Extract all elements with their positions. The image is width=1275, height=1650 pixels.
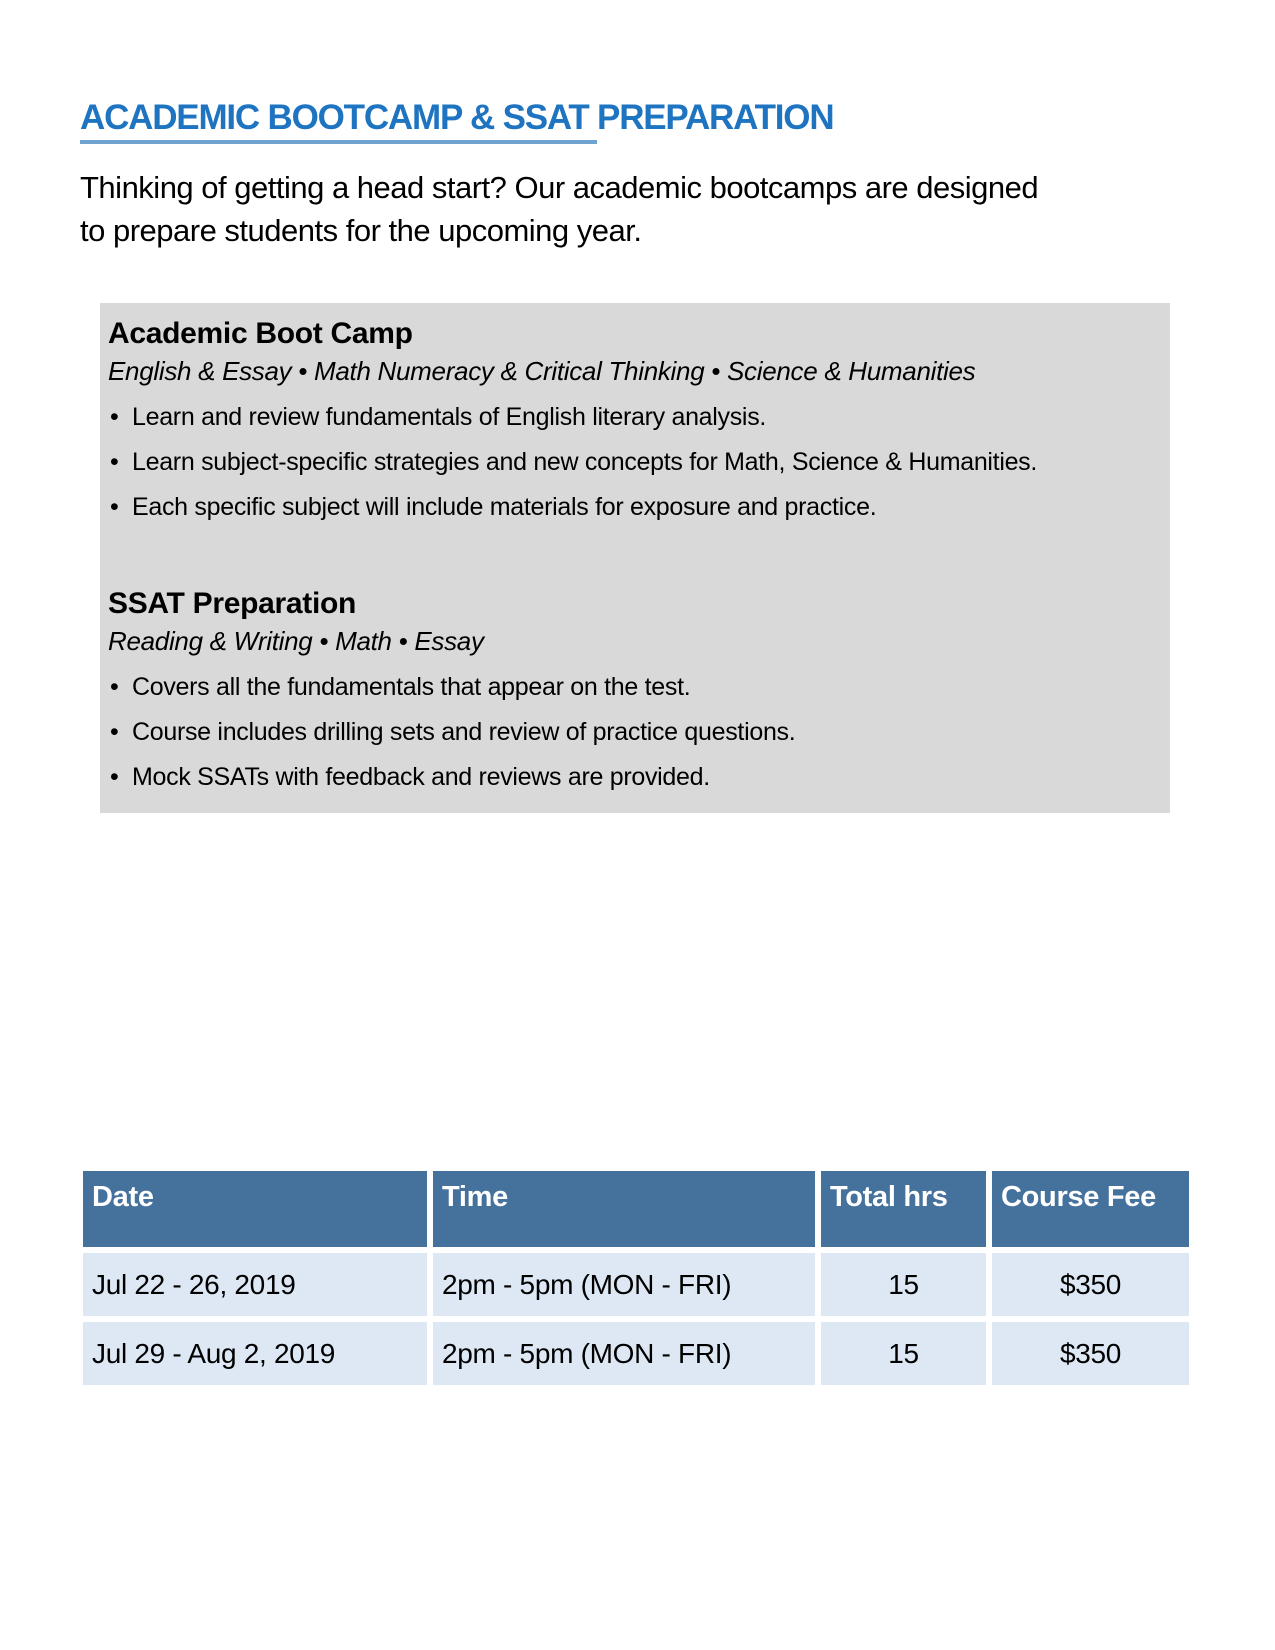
- bullet-item: • Mock SSATs with feedback and reviews are provided.: [108, 761, 710, 794]
- intro-line-2: to prepare students for the upcoming year.: [80, 213, 642, 248]
- table-cell-time: 2pm - 5pm (MON - FRI): [433, 1253, 815, 1316]
- section-subjects-ssat-preparation: Reading & Writing • Math • Essay: [108, 626, 484, 656]
- page-title: [80, 98, 833, 138]
- table-cell-date: Jul 22 - 26, 2019: [83, 1253, 427, 1316]
- page-title-rest: PREPARATION: [597, 98, 834, 137]
- section-heading-academic-boot-camp: Academic Boot Camp: [108, 317, 413, 350]
- bullet-item: • Learn and review fundamentals of English literary analysis.: [108, 401, 766, 434]
- table-cell-total-hrs: 15: [821, 1253, 986, 1316]
- table-header-date: Date: [83, 1171, 427, 1247]
- bullet-item: • Covers all the fundamentals that appear on the test.: [108, 671, 690, 704]
- section-heading-ssat-preparation: SSAT Preparation: [108, 587, 357, 620]
- table-cell-course-fee: $350: [992, 1253, 1189, 1316]
- table-cell-date: Jul 29 - Aug 2, 2019: [83, 1322, 427, 1385]
- bullet-item: • Each specific subject will include materials for exposure and practice.: [108, 491, 876, 524]
- intro-paragraph: [80, 166, 1038, 252]
- table-header-total-hrs: Total hrs: [821, 1171, 986, 1247]
- bullet-item: • Learn subject-specific strategies and new concepts for Math, Science & Humanities.: [108, 446, 1037, 479]
- table-header-time: Time: [433, 1171, 815, 1247]
- program-info-box: [100, 303, 1170, 813]
- section-subjects-academic-boot-camp: English & Essay • Math Numeracy & Critical Thinking • Science & Humanities: [108, 356, 976, 386]
- table-cell-time: 2pm - 5pm (MON - FRI): [433, 1322, 815, 1385]
- table-cell-total-hrs: 15: [821, 1322, 986, 1385]
- page-title-underlined-part: ACADEMIC BOOTCAMP & SSAT: [80, 98, 597, 144]
- schedule-table: [83, 1171, 1189, 1385]
- table-header-course-fee: Course Fee: [992, 1171, 1189, 1247]
- table-cell-course-fee: $350: [992, 1322, 1189, 1385]
- intro-line-1: Thinking of getting a head start? Our academic bootcamps are designed: [80, 170, 1039, 205]
- bullet-item: • Course includes drilling sets and review of practice questions.: [108, 716, 795, 749]
